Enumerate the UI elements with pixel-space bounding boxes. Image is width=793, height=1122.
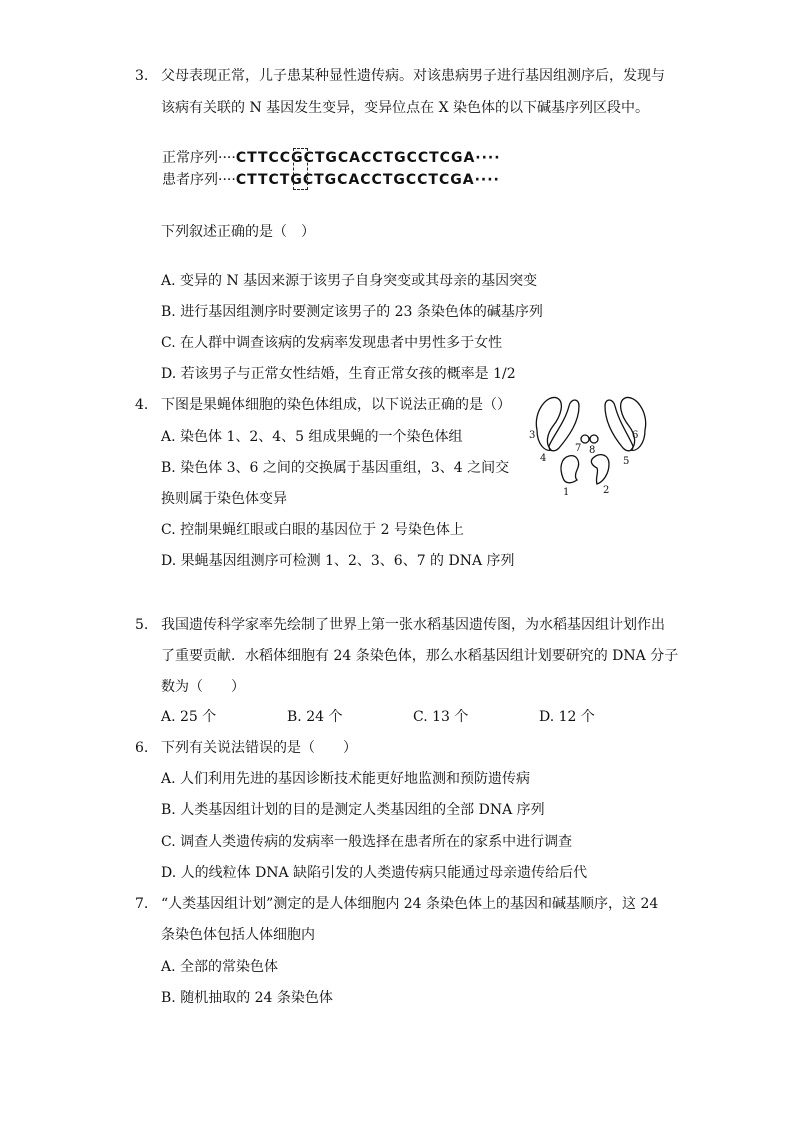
diagram-label-5: 5	[623, 456, 630, 467]
question-4-option-a: A. 染色体 1、2、4、5 组成果蝇的一个染色体组	[161, 429, 463, 445]
diagram-label-6: 6	[632, 430, 639, 441]
chromosome-7-dot	[581, 435, 589, 443]
question-6-option-a: A. 人们利用先进的基因诊断技术能更好地监测和预防遗传病	[161, 771, 531, 787]
patient-sequence-after: GCTGCACCTGCCTCGA····	[290, 172, 500, 188]
diagram-label-1: 1	[563, 487, 570, 497]
chromosome-8-dot	[590, 435, 598, 443]
question-5-stem-line2: 了重要贡献．水稻体细胞有 24 条染色体，那么水稻基因组计划要研究的 DNA 分子	[161, 648, 679, 664]
question-5-number: 5.	[135, 617, 149, 633]
question-5-stem-line3: 数为（ ）	[161, 679, 245, 695]
question-7-option-b: B. 随机抽取的 24 条染色体	[161, 990, 333, 1006]
question-6-option-c: C. 调查人类遗传病的发病率一般选择在患者所在的家系中进行调查	[161, 834, 573, 850]
diagram-label-8: 8	[589, 445, 596, 456]
question-6-stem: 下列有关说法错误的是（ ）	[161, 740, 357, 756]
patient-sequence-label: 患者序列····	[162, 172, 236, 188]
question-7-stem-line1: “人类基因组计划”测定的是人体细胞内 24 条染色体上的基因和碱基顺序，这 24	[161, 896, 659, 912]
normal-sequence-after: GCTGCACCTGCCTCGA····	[291, 150, 501, 166]
question-3-option-c: C. 在人群中调查该病的发病率发现患者中男性多于女性	[161, 335, 503, 351]
question-4-option-c: C. 控制果蝇红眼或白眼的基因位于 2 号染色体上	[161, 522, 464, 538]
question-3-stem-line2: 该病有关联的 N 基因发生变异，变异位点在 X 染色体的以下碱基序列区段中。	[161, 100, 650, 116]
question-3-option-a: A. 变异的 N 基因来源于该男子自身突变或其母亲的基因突变	[161, 273, 538, 289]
patient-sequence	[162, 170, 500, 190]
question-3-option-b: B. 进行基因组测序时要测定该男子的 23 条染色体的碱基序列	[161, 304, 543, 320]
question-3-stem-line1: 父母表现正常，儿子患某种显性遗传病。对该患病男子进行基因组测序后，发现与	[161, 68, 665, 84]
question-7-number: 7.	[135, 896, 149, 912]
question-7-option-a: A. 全部的常染色体	[161, 959, 279, 975]
question-5-option-a: A. 25 个	[161, 709, 217, 725]
fruit-fly-chromosome-diagram	[527, 392, 657, 497]
question-4-option-d: D. 果蝇基因组测序可检测 1、2、3、6、7 的 DNA 序列	[161, 553, 515, 569]
diagram-label-2: 2	[603, 485, 610, 496]
question-5-option-b: B. 24 个	[287, 709, 343, 725]
question-3-option-d: D. 若该男子与正常女性结婚，生育正常女孩的概率是 1/2	[161, 366, 516, 382]
normal-sequence-label: 正常序列····	[162, 150, 236, 166]
diagram-label-3: 3	[529, 430, 536, 441]
question-6-option-b: B. 人类基因组计划的目的是测定人类基因组的全部 DNA 序列	[161, 802, 545, 818]
diagram-label-7: 7	[575, 443, 582, 454]
question-5-option-d: D. 12 个	[539, 709, 595, 725]
question-6-number: 6.	[135, 740, 149, 756]
question-4-option-b: B. 染色体 3、6 之间的交换属于基因重组，3、4 之间交	[161, 460, 510, 476]
normal-sequence-before: CTTC	[235, 150, 280, 166]
question-4-option-b-cont: 换则属于染色体变异	[161, 491, 287, 507]
chromosome-1	[561, 456, 579, 483]
question-5-stem-line1: 我国遗传科学家率先绘制了世界上第一张水稻基因遗传图，为水稻基因组计划作出	[161, 617, 665, 633]
mutation-site-box	[293, 148, 308, 190]
patient-sequence-site: T	[279, 172, 291, 188]
question-7-stem-line2: 条染色体包括人体细胞内	[161, 927, 315, 943]
patient-sequence-before: CTTC	[235, 172, 280, 188]
chromosome-6	[621, 397, 646, 450]
question-4-number: 4.	[135, 397, 149, 413]
question-3-prompt: 下列叙述正确的是（ ）	[161, 224, 315, 240]
chromosome-2	[591, 455, 609, 484]
diagram-label-4: 4	[540, 453, 547, 464]
question-6-option-d: D. 人的线粒体 DNA 缺陷引发的人类遗传病只能通过母亲遗传给后代	[161, 865, 588, 881]
normal-sequence	[162, 148, 501, 168]
normal-sequence-site: C	[279, 150, 292, 166]
question-4-stem: 下图是果蝇体细胞的染色体组成，以下说法正确的是（）	[161, 397, 511, 413]
question-3-number: 3.	[135, 68, 149, 84]
question-5-option-c: C. 13 个	[413, 709, 469, 725]
chromosome-3	[536, 397, 561, 450]
